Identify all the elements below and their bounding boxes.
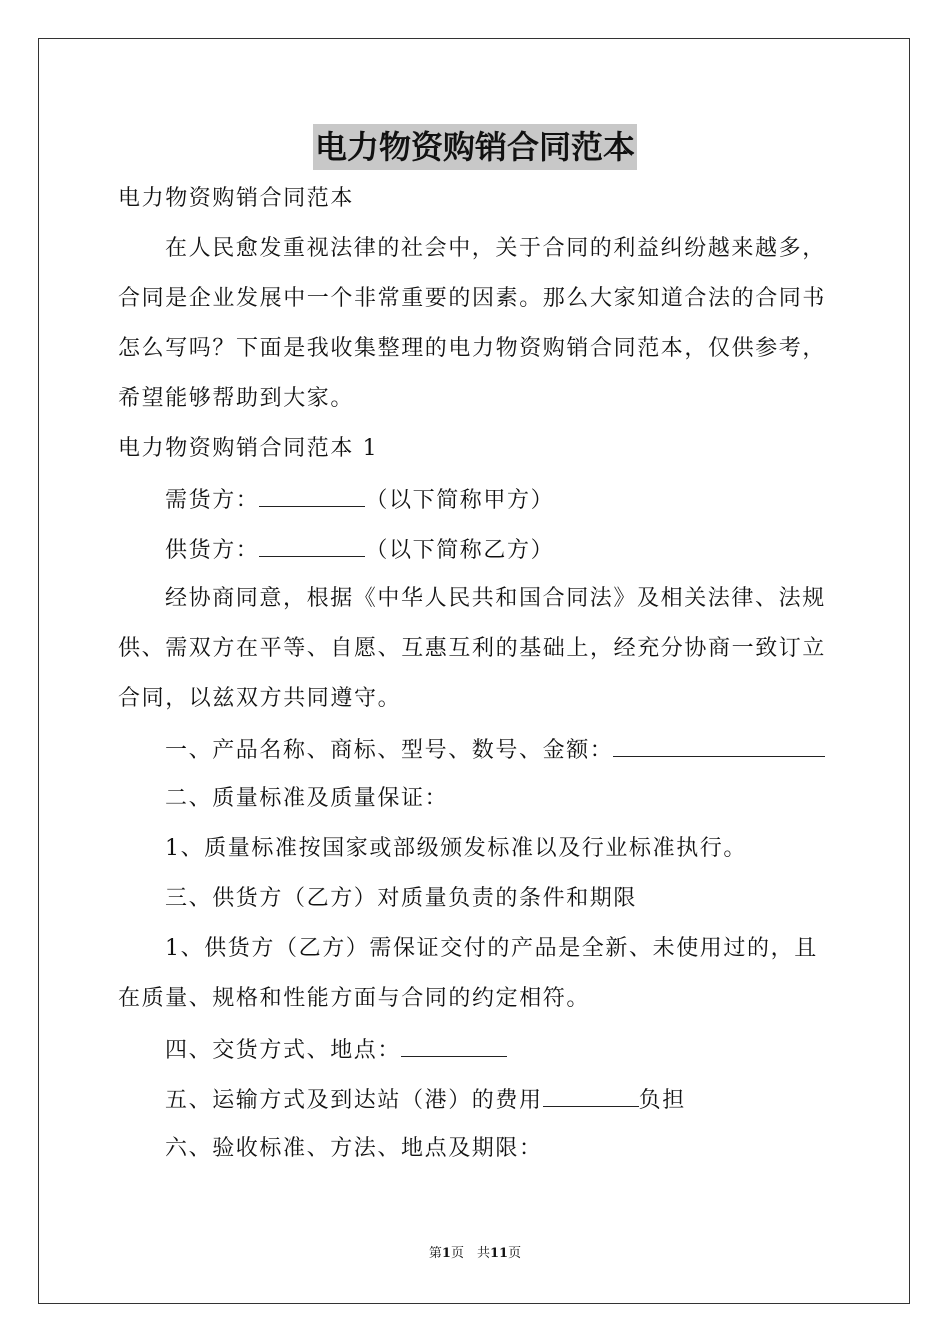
supplier-line <box>118 534 885 566</box>
intro-line-2: 合同是企业发展中一个非常重要的因素。那么大家知道合法的合同书 <box>118 286 827 311</box>
buyer-label: 需货方： <box>165 488 260 513</box>
intro-line-3: 怎么写吗？下面是我收集整理的电力物资购销合同范本，仅供参考， <box>118 336 827 361</box>
clause-6: 六、验收标准、方法、地点及期限： <box>165 1136 543 1161</box>
agreement-line-2: 供、需双方在平等、自愿、互惠互利的基础上，经充分协商一致订立 <box>118 636 827 661</box>
clause-1 <box>118 734 885 766</box>
page-footer <box>0 1245 950 1263</box>
intro-line-4: 希望能够帮助到大家。 <box>118 386 355 411</box>
supplier-label: 供货方： <box>165 538 260 563</box>
document-subtitle: 电力物资购销合同范本 <box>118 186 355 211</box>
buyer-blank <box>259 484 365 507</box>
clause-3-1-line-1: 1、供货方（乙方）需保证交付的产品是全新、未使用过的，且 <box>165 936 818 961</box>
intro-line-1: 在人民愈发重视法律的社会中，关于合同的利益纠纷越来越多， <box>165 236 826 261</box>
supplier-blank <box>259 534 365 557</box>
footer-page-total: 11 <box>489 1246 509 1261</box>
footer-page-suffix: 页 <box>508 1246 522 1261</box>
clause-5 <box>118 1084 885 1116</box>
supplier-note: （以下简称乙方） <box>365 538 555 563</box>
clause-2-1: 1、质量标准按国家或部级颁发标准以及行业标准执行。 <box>165 836 747 861</box>
clause-4-blank <box>401 1034 507 1057</box>
clause-1-text: 一、产品名称、商标、型号、数号、金额： <box>165 738 614 763</box>
title-container <box>0 124 950 170</box>
footer-page-mid: 页 共 <box>450 1246 490 1261</box>
clause-2: 二、质量标准及质量保证： <box>165 786 449 811</box>
buyer-note: （以下简称甲方） <box>365 488 555 513</box>
agreement-line-3: 合同，以兹双方共同遵守。 <box>118 686 402 711</box>
clause-5-blank <box>543 1084 639 1107</box>
clause-4-text: 四、交货方式、地点： <box>165 1038 402 1063</box>
clause-3: 三、供货方（乙方）对质量负责的条件和期限 <box>165 886 638 911</box>
footer-page-current: 1 <box>441 1246 451 1261</box>
clause-4 <box>118 1034 885 1066</box>
clause-5-suffix: 负担 <box>638 1088 686 1113</box>
buyer-line <box>118 484 885 516</box>
document-title: 电力物资购销合同范本 <box>313 124 637 170</box>
section-heading: 电力物资购销合同范本 1 <box>118 436 379 461</box>
clause-3-1-line-2: 在质量、规格和性能方面与合同的约定相符。 <box>118 986 591 1011</box>
clause-5-prefix: 五、运输方式及到达站（港）的费用 <box>165 1088 543 1113</box>
footer-page-prefix: 第 <box>428 1246 442 1261</box>
agreement-line-1: 经协商同意，根据《中华人民共和国合同法》及相关法律、法规 <box>165 586 826 611</box>
clause-1-blank <box>613 734 825 757</box>
